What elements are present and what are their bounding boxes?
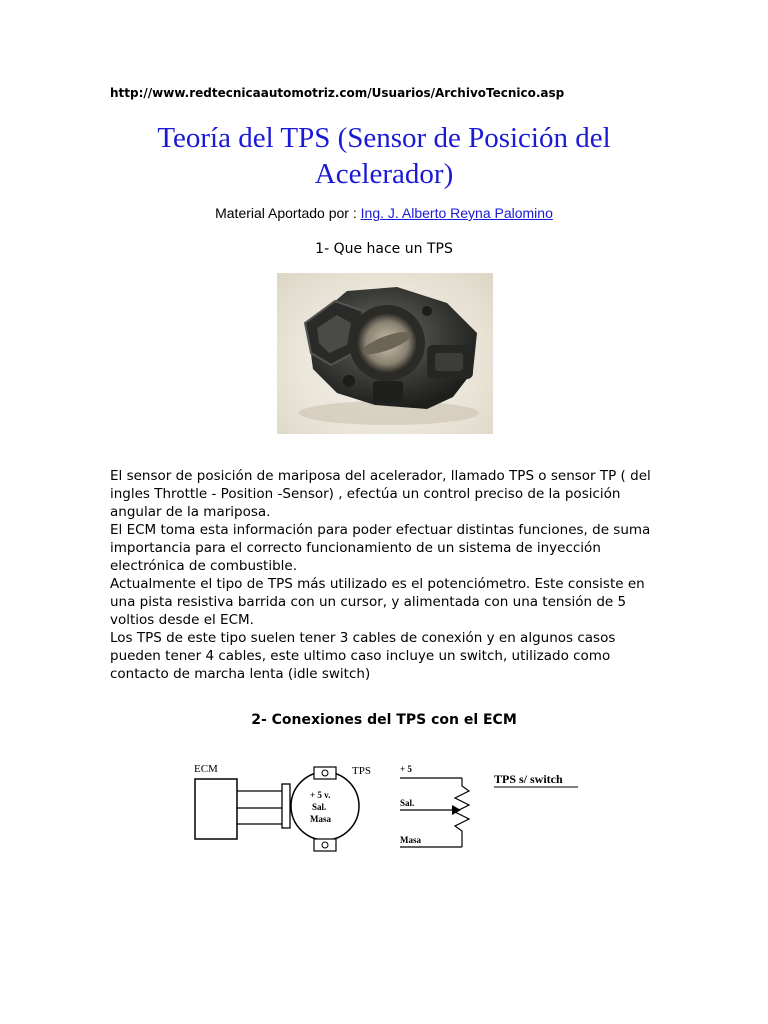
ecm-label: ECM (194, 763, 218, 775)
paragraph-line: Actualmente el tipo de TPS más utilizado es el potenciómetro. Este consiste en (110, 576, 645, 592)
paragraph-line: una pista resistiva barrida con un cursor, y alimentada con una tensión de 5 (110, 594, 627, 610)
schematic-sal-label: Sal. (400, 798, 415, 808)
paragraph-line: El ECM toma esta información para poder efectuar distintas funciones, de suma (110, 522, 651, 538)
section-2-heading: 2- Conexiones del TPS con el ECM (251, 712, 517, 728)
paragraph-line: voltios desde el ECM. (110, 612, 254, 628)
author-link[interactable]: Ing. J. Alberto Reyna Palomino (360, 205, 553, 221)
tps-mount-top (314, 767, 336, 779)
pin-sal-label: Sal. (312, 802, 327, 812)
credit-label: Material Aportado por : (215, 205, 357, 221)
title-line-1: Teoría del TPS (Sensor de Posición del (157, 122, 611, 154)
pin-5v-label: + 5 v. (310, 790, 331, 800)
paragraph-line: Los TPS de este tipo suelen tener 3 cables de conexión y en algunos casos (110, 630, 616, 646)
schematic-masa-label: Masa (400, 835, 421, 845)
paragraph-line: ingles Throttle - Position -Sensor) , efectúa un control preciso de la posición (110, 486, 621, 502)
source-url: http://www.redtecnicaautomotriz.com/Usuarios/ArchivoTecnico.asp (110, 86, 565, 100)
wiper-arrow-icon (452, 805, 461, 815)
paragraph-line: contacto de marcha lenta (idle switch) (110, 666, 371, 682)
ecm-box (195, 779, 237, 839)
paragraph-line: angular de la mariposa. (110, 504, 271, 520)
paragraph-line: importancia para el correcto funcionamiento de un sistema de inyección (110, 540, 601, 556)
pin-masa-label: Masa (310, 814, 331, 824)
tps-mount-bottom (314, 839, 336, 851)
title-line-2: Acelerador) (314, 158, 454, 190)
paragraph-line: electrónica de combustible. (110, 558, 298, 574)
schematic-5-label: + 5 (400, 764, 412, 774)
tps-connector (282, 784, 290, 828)
diagram-caption: TPS s/ switch (494, 772, 563, 786)
paragraph-line: pueden tener 4 cables, este ultimo caso incluye un switch, utilizado como (110, 648, 611, 664)
tps-label: TPS (352, 765, 371, 777)
paragraph-line: El sensor de posición de mariposa del acelerador, llamado TPS o sensor TP ( del (110, 468, 651, 484)
section-1-heading: 1- Que hace un TPS (315, 241, 453, 257)
